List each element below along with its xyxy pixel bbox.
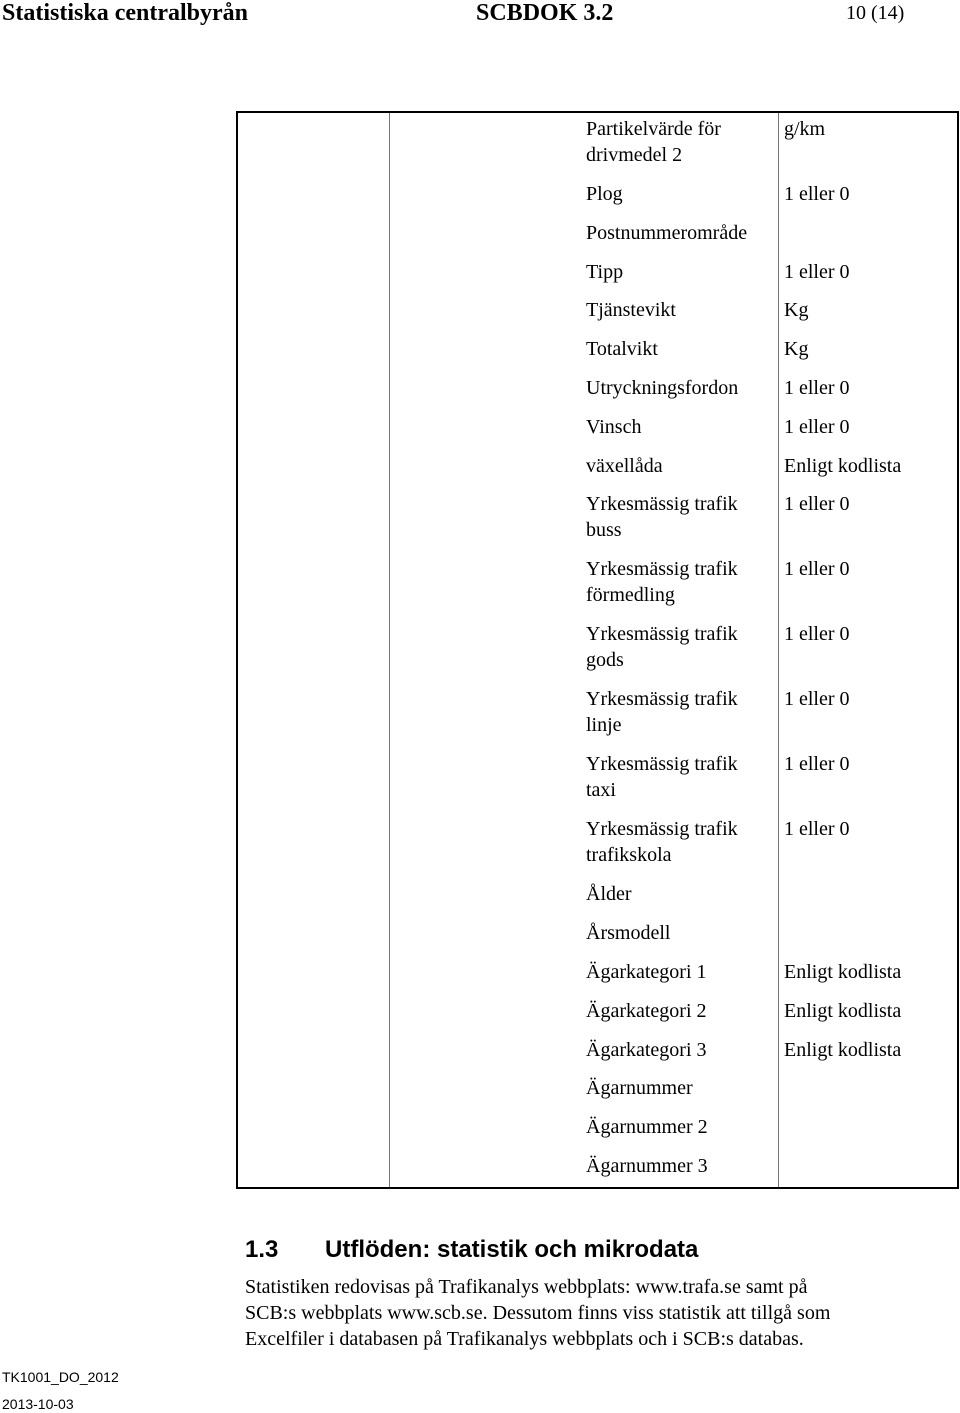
- footer-code: TK1001_DO_2012: [2, 1369, 119, 1385]
- row-value: Enligt kodlista: [784, 961, 902, 983]
- document-id: SCBDOK 3.2: [476, 0, 614, 26]
- row-name: Yrkesmässig trafik: [586, 753, 738, 776]
- row-value: Enligt kodlista: [784, 454, 902, 477]
- row-name: växellåda: [586, 454, 663, 477]
- row-value: 1 eller 0: [784, 377, 850, 399]
- row-name: linje: [586, 714, 622, 737]
- row-value: 1 eller 0: [784, 818, 850, 841]
- row-value: Kg: [784, 299, 809, 322]
- row-name: Postnummerområde: [586, 221, 748, 244]
- section-body: [245, 1274, 945, 1352]
- row-name: Tjänstevikt: [586, 299, 676, 322]
- row-value: Enligt kodlista: [784, 1038, 902, 1061]
- row-name: Yrkesmässig trafik: [586, 493, 738, 516]
- section-heading: [245, 1236, 698, 1264]
- row-name: Ägarkategori 3: [586, 1038, 707, 1061]
- row-name: Partikelvärde för: [586, 118, 721, 140]
- section-title: Utflöden: statistik och mikrodata: [325, 1236, 699, 1263]
- row-name: Plog: [586, 183, 623, 205]
- row-name: gods: [586, 649, 624, 672]
- body-line: SCB:s webbplats www.scb.se. Dessutom finns viss statistik att tillgå som: [245, 1302, 831, 1324]
- row-name: Ägarnummer 2: [586, 1116, 708, 1139]
- row-name: trafikskola: [586, 844, 672, 867]
- row-value: 1 eller 0: [784, 415, 850, 438]
- row-name: Totalvikt: [586, 338, 658, 361]
- row-value: Enligt kodlista: [784, 999, 902, 1022]
- row-value: 1 eller 0: [784, 623, 850, 646]
- row-name: förmedling: [586, 584, 675, 607]
- row-value: 1 eller 0: [784, 753, 850, 776]
- row-value: g/km: [784, 118, 826, 140]
- row-value: 1 eller 0: [784, 493, 850, 516]
- row-value: 1 eller 0: [784, 183, 850, 205]
- body-line: Excelfiler i databasen på Trafikanalys webbplats och i SCB:s databas.: [245, 1328, 804, 1350]
- row-value: 1 eller 0: [784, 558, 850, 581]
- row-value: 1 eller 0: [784, 688, 850, 711]
- row-value: 1 eller 0: [784, 260, 850, 283]
- row-name: Ägarkategori 1: [586, 961, 707, 983]
- org-name: Statistiska centralbyrån: [2, 0, 248, 26]
- row-name: Vinsch: [586, 415, 642, 438]
- row-name: Yrkesmässig trafik: [586, 558, 738, 581]
- row-name: buss: [586, 519, 622, 542]
- row-name: Ägarnummer: [586, 1077, 693, 1100]
- row-name: Utryckningsfordon: [586, 377, 739, 399]
- section-number: 1.3: [245, 1236, 279, 1263]
- row-name: drivmedel 2: [586, 144, 683, 166]
- variable-table: [236, 111, 959, 1189]
- row-name: taxi: [586, 779, 616, 802]
- row-name: Ägarkategori 2: [586, 999, 707, 1022]
- row-name: Yrkesmässig trafik: [586, 623, 738, 646]
- row-name: Ägarnummer 3: [586, 1155, 708, 1177]
- row-name: Årsmodell: [586, 922, 671, 945]
- row-name: Yrkesmässig trafik: [586, 818, 738, 841]
- footer-date: 2013-10-03: [2, 1396, 74, 1412]
- body-line: Statistiken redovisas på Trafikanalys webbplats: www.trafa.se samt på: [245, 1276, 808, 1298]
- page-number: 10 (14): [846, 2, 905, 24]
- row-name: Tipp: [586, 260, 624, 283]
- row-name: Yrkesmässig trafik: [586, 688, 738, 711]
- row-value: Kg: [784, 338, 809, 361]
- row-name: Ålder: [586, 883, 632, 906]
